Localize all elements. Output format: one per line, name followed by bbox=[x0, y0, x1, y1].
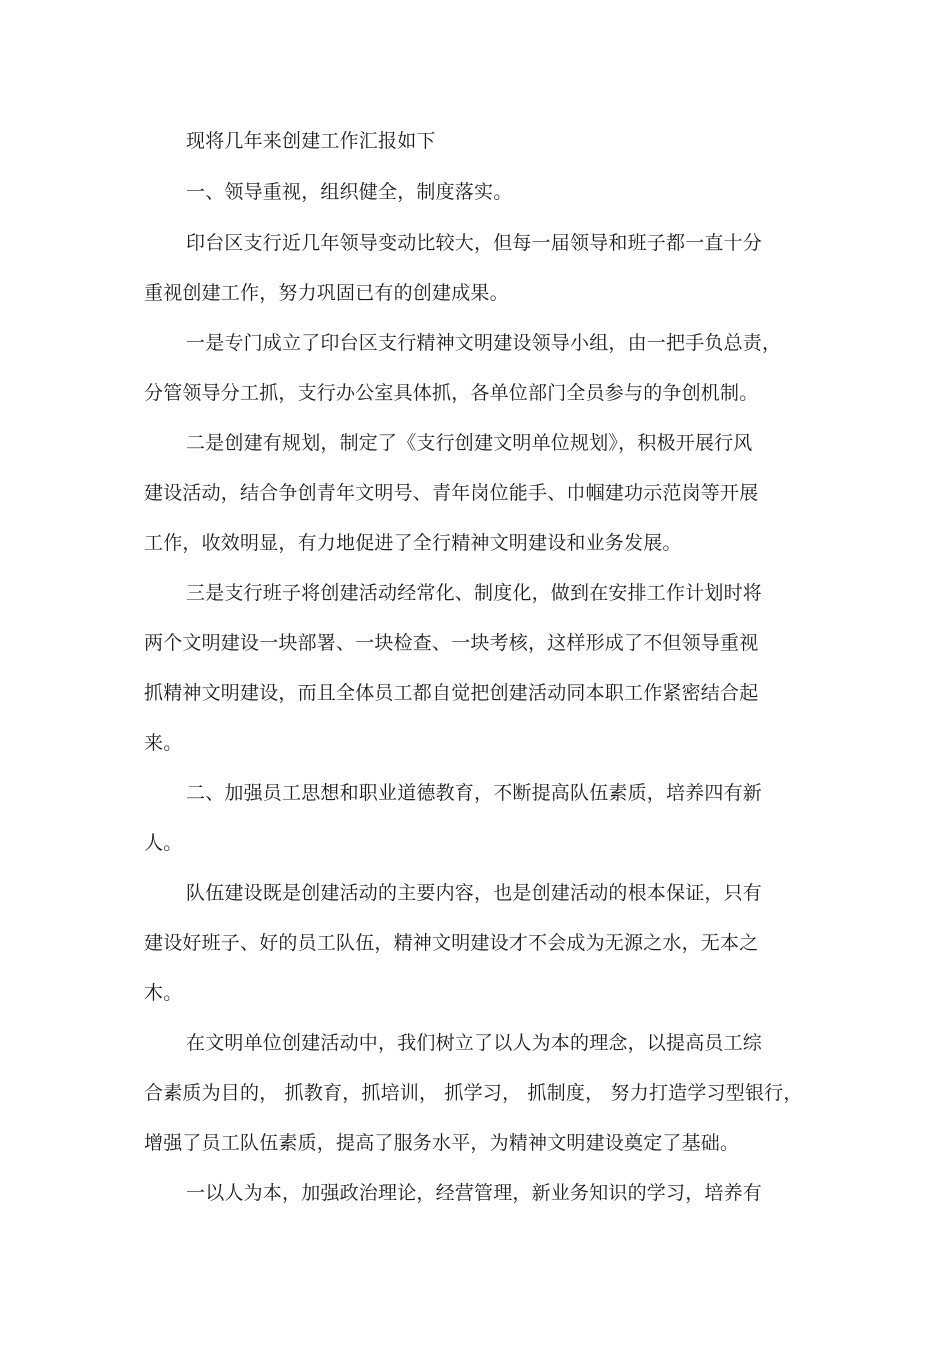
text-line: 一以人为本，加强政治理论，经营管理，新业务知识的学习，培养有 bbox=[186, 1182, 763, 1204]
text-line: 二是创建有规划，制定了《支行创建文明单位规划》，积极开展行风 bbox=[186, 432, 753, 454]
section-heading: 人。 bbox=[144, 832, 183, 854]
text-line: 两个文明建设一块部署、一块检查、一块考核，这样形成了不但领导重视 bbox=[144, 632, 759, 654]
text-line: 建设活动，结合争创青年文明号、青年岗位能手、巾帼建功示范岗等开展 bbox=[144, 482, 759, 504]
text-line: 一是专门成立了印台区支行精神文明建设领导小组，由一把手负总责， bbox=[186, 332, 782, 354]
text-line: 现将几年来创建工作汇报如下 bbox=[186, 130, 436, 152]
text-line: 合素质为目的， 抓教育，抓培训， 抓学习， 抓制度， 努力打造学习型银行， bbox=[144, 1082, 803, 1104]
text-line: 分管领导分工抓，支行办公室具体抓，各单位部门全员参与的争创机制。 bbox=[144, 382, 759, 404]
text-line: 在文明单位创建活动中，我们树立了以人为本的理念，以提高员工综 bbox=[186, 1032, 763, 1054]
section-heading: 二、加强员工思想和职业道德教育，不断提高队伍素质，培养四有新 bbox=[186, 782, 763, 804]
text-line: 抓精神文明建设，而且全体员工都自觉把创建活动同本职工作紧密结合起 bbox=[144, 682, 759, 704]
text-line: 木。 bbox=[144, 982, 183, 1004]
section-heading: 一、领导重视，组织健全，制度落实。 bbox=[186, 181, 513, 203]
text-line: 工作，收效明显，有力地促进了全行精神文明建设和业务发展。 bbox=[144, 532, 682, 554]
text-line: 重视创建工作，努力巩固已有的创建成果。 bbox=[144, 282, 509, 304]
text-line: 来。 bbox=[144, 732, 183, 754]
text-line: 队伍建设既是创建活动的主要内容，也是创建活动的根本保证，只有 bbox=[186, 882, 763, 904]
text-line: 三是支行班子将创建活动经常化、制度化，做到在安排工作计划时将 bbox=[186, 582, 763, 604]
text-line: 建设好班子、好的员工队伍，精神文明建设才不会成为无源之水，无本之 bbox=[144, 932, 759, 954]
text-line: 增强了员工队伍素质，提高了服务水平，为精神文明建设奠定了基础。 bbox=[144, 1132, 740, 1154]
text-line: 印台区支行近几年领导变动比较大，但每一届领导和班子都一直十分 bbox=[186, 232, 763, 254]
